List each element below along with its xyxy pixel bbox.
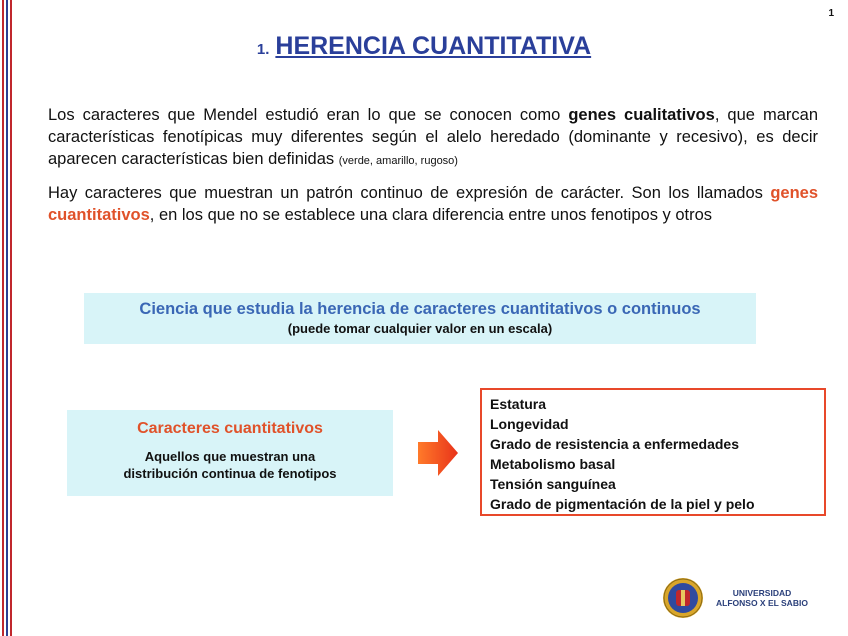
- title-number: 1.: [256, 41, 270, 58]
- trait-item: Longevidad: [490, 416, 569, 432]
- title-text: HERENCIA CUANTITATIVA: [275, 32, 592, 60]
- term-quantitative-genes: genes cuantitativos: [48, 184, 818, 224]
- term-qualitative-genes: genes cualitativos: [568, 106, 715, 124]
- trait-item: Grado de resistencia a enfermedades: [490, 436, 739, 452]
- description-line: distribución continua de fenotipos: [123, 466, 337, 481]
- definition-box: [84, 293, 756, 344]
- page-title: [0, 32, 848, 61]
- definition-note: (puede tomar cualquier valor en un escala): [287, 321, 553, 336]
- paragraph-text: , que marcan características fenotípicas muy diferentes según el alelo heredado (dominante y recesivo), es decir aparecen características bien definidas: [48, 106, 818, 168]
- paragraph-text: , en los que no se establece una clara diferencia entre unos fenotipos y otros: [149, 206, 713, 224]
- trait-item: Tensión sanguínea: [490, 476, 616, 492]
- university-seal-icon: [662, 577, 704, 619]
- traits-list-box: [480, 388, 826, 516]
- paragraph-quantitative: [48, 182, 818, 226]
- right-arrow-icon: [416, 428, 460, 478]
- trait-item: Grado de pigmentación de la piel y pelo: [490, 496, 755, 512]
- quantitative-characters-heading: Caracteres cuantitativos: [137, 420, 323, 437]
- left-rule-red-inner: [10, 0, 12, 636]
- definition-text: Ciencia que estudia la herencia de caracteres cuantitativos o continuos: [139, 300, 701, 318]
- university-name: [716, 588, 808, 608]
- left-rule-blue: [6, 0, 8, 636]
- paragraph-qualitative: [48, 104, 818, 172]
- page-number: 1: [828, 8, 834, 19]
- paragraph-text: Los caracteres que Mendel estudió eran lo que se conocen como: [48, 106, 569, 124]
- paragraph-text: Hay caracteres que muestran un patrón continuo de expresión de carácter. Son los llamados: [48, 184, 771, 202]
- trait-item: Estatura: [490, 396, 547, 412]
- trait-item: Metabolismo basal: [490, 456, 616, 472]
- quantitative-characters-box: [67, 410, 393, 496]
- quantitative-characters-description: [67, 448, 393, 482]
- examples-note: (verde, amarillo, rugoso): [338, 155, 458, 167]
- left-rule-red: [2, 0, 4, 636]
- description-line: Aquellos que muestran una: [144, 449, 316, 464]
- university-line: UNIVERSIDAD: [732, 588, 792, 598]
- university-line: ALFONSO X EL SABIO: [716, 598, 808, 608]
